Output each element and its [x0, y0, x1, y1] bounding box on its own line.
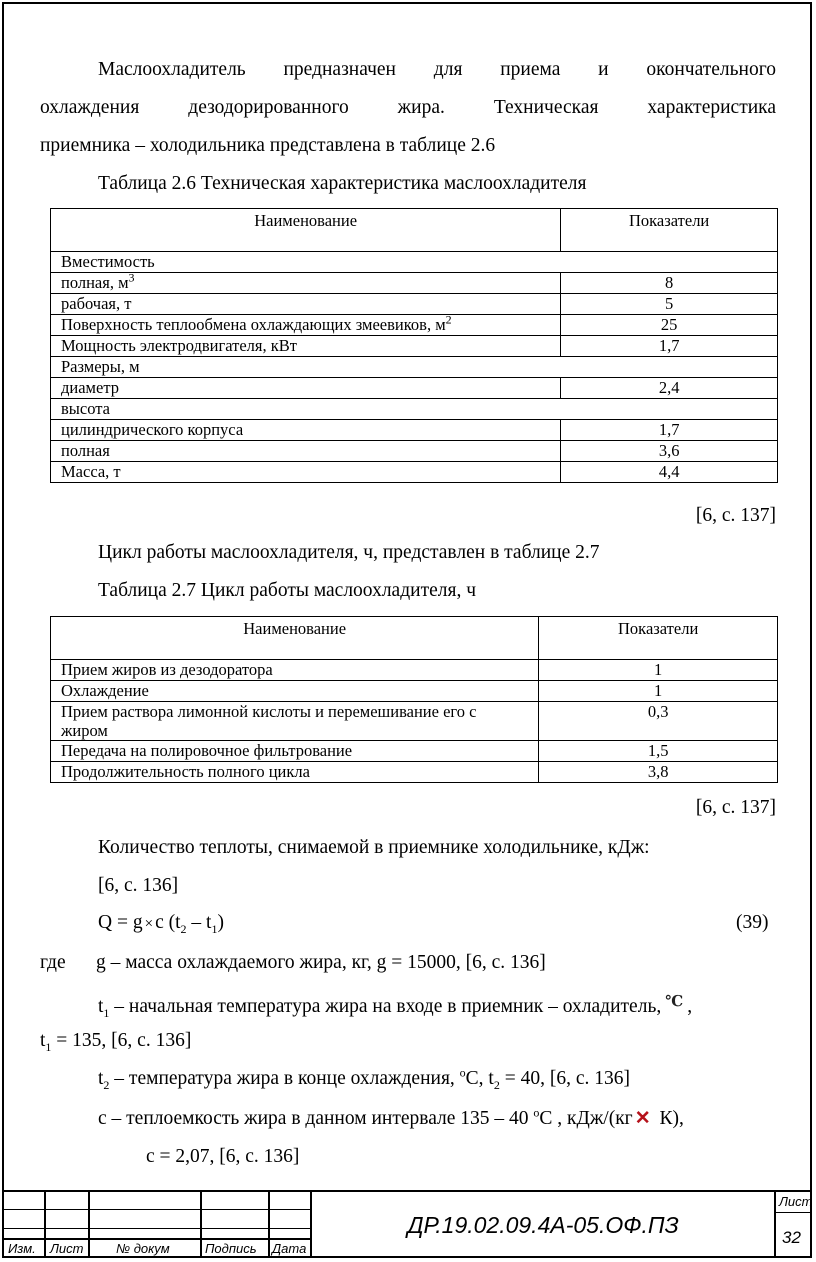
table-27	[50, 616, 778, 783]
table-cell-value: 1,5	[539, 741, 778, 762]
table-cell-value: 1,7	[561, 420, 778, 441]
table-row: Масса, т	[51, 462, 561, 483]
t1-value: $t_1 = 135$, [6, с. 136]	[40, 1030, 192, 1054]
formula-39: Q = g × c $(t_2 - t_1)$	[98, 912, 224, 936]
table-cell-value: 3,8	[539, 762, 778, 783]
table-row: Охлаждение	[51, 681, 539, 702]
stamp-label-signature: Подпись	[205, 1241, 257, 1256]
table-cell-value: 0,3	[539, 702, 778, 741]
table-row: рабочая, т	[51, 294, 561, 315]
table-row: диаметр	[51, 378, 561, 399]
table-row: полная, $м^3$	[51, 273, 561, 294]
multiply-icon: ✕	[634, 1108, 651, 1129]
table-26-caption: Таблица 2.6 Техническая характеристика маслоохладителя	[98, 173, 587, 194]
title-block	[2, 1190, 812, 1258]
table-cell-value: 1,7	[561, 336, 778, 357]
stamp-label-list: Лист	[50, 1241, 84, 1256]
table-cell-value: 8	[561, 273, 778, 294]
intro-line-1: Маслоохладитель предназначен для приема и окончательного	[98, 59, 776, 80]
table-row: Мощность электродвигателя, кВт	[51, 336, 561, 357]
table-cell-value: 3,6	[561, 441, 778, 462]
table-27-source: [6, с. 137]	[695, 797, 776, 818]
table-cell-value: 5	[561, 294, 778, 315]
heat-ref: [6, с. 136]	[98, 875, 179, 896]
stamp-label-izm: Изм.	[8, 1241, 36, 1256]
celsius-icon: ℃	[665, 994, 684, 1010]
table-27-header-value: Показатели	[539, 617, 778, 660]
table-26-header-name: Наименование	[51, 209, 561, 252]
table-cell-value: 1	[539, 681, 778, 702]
where-label: где	[40, 952, 66, 973]
intro-line-2: охлаждения дезодорированного жира. Техническая характеристика	[40, 97, 776, 118]
table-row: Размеры, м	[51, 357, 778, 378]
table-27-caption: Таблица 2.7 Цикл работы маслоохладителя, ч	[98, 580, 477, 601]
sheet-label: Лист	[779, 1194, 813, 1209]
table-27-header-name: Наименование	[51, 617, 539, 660]
table-cell-value: 1	[539, 660, 778, 681]
table-cell-value: 2,4	[561, 378, 778, 399]
table-row: цилиндрического корпуса	[51, 420, 561, 441]
table-row: Поверхность теплообмена охлаждающих змеевиков, $м^2$	[51, 315, 561, 336]
table-row: Вместимость	[51, 252, 778, 273]
c-value: с = 2,07, [6, с. 136]	[146, 1146, 300, 1167]
table-26-source: [6, с. 137]	[695, 505, 776, 526]
document-number: ДР.19.02.09.4А-05.ОФ.ПЗ	[407, 1212, 679, 1238]
stamp-label-date: Дата	[272, 1241, 307, 1256]
table-cell-value: 4,4	[561, 462, 778, 483]
table-row: Передача на полировочное фильтрование	[51, 741, 539, 762]
t1-definition: $t_1$ – начальная температура жира на входе в приемник – охладитель, ℃ ,	[98, 990, 692, 1019]
table-row: полная	[51, 441, 561, 462]
equation-number: (39)	[736, 912, 769, 933]
c-definition: с – теплоемкость жира в данном интервале 135 – 40 $^о$С , кДж/(кг ✕ К),	[98, 1105, 684, 1129]
table-row: Прием жиров из дезодоратора	[51, 660, 539, 681]
stamp-label-docnum: № докум	[116, 1241, 170, 1256]
intro-line-3: приемника – холодильника представлена в таблице 2.6	[40, 135, 496, 156]
table-row: Продолжительность полного цикла	[51, 762, 539, 783]
cycle-intro: Цикл работы маслоохладителя, ч, представлен в таблице 2.7	[98, 542, 600, 563]
heat-intro: Количество теплоты, снимаемой в приемнике холодильнике, кДж:	[98, 837, 650, 858]
table-row: Прием раствора лимонной кислоты и перемешивание его с жиром	[51, 702, 539, 741]
t2-definition: $t_2$ – температура жира в конце охлаждения, $^о$С, $t_2 = 40$, [6, с. 136]	[98, 1065, 630, 1092]
table-cell-value: 25	[561, 315, 778, 336]
sheet-number: 32	[782, 1228, 801, 1247]
table-row: высота	[51, 399, 778, 420]
table-26-header-value: Показатели	[561, 209, 778, 252]
g-definition: g – масса охлаждаемого жира, кг, g = 15000, [6, с. 136]	[96, 952, 546, 973]
table-26	[50, 208, 778, 483]
